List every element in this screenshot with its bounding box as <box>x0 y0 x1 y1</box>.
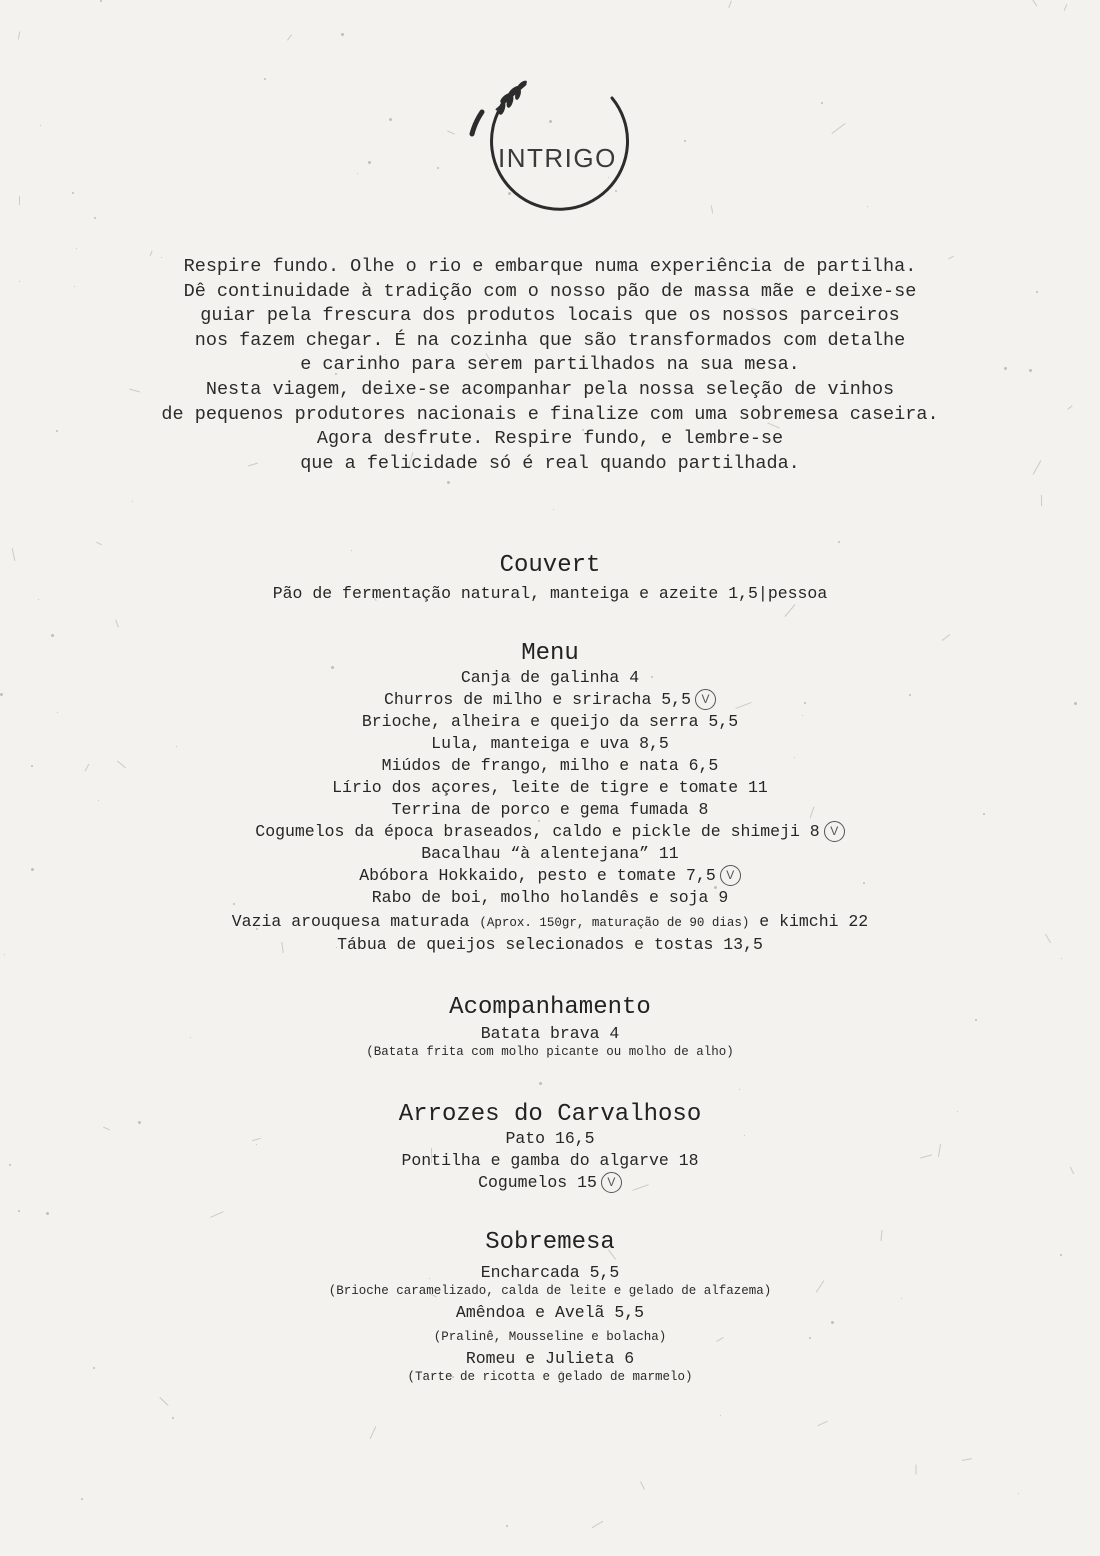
menu-item <box>0 733 1100 755</box>
menu-item-name: Bacalhau “à alentejana” 11 <box>421 844 679 863</box>
paper-speck <box>94 217 96 219</box>
paper-fiber <box>831 123 845 134</box>
wheat-icon <box>496 79 528 115</box>
arroz-item-name: Pato 16,5 <box>505 1129 595 1148</box>
paper-speck <box>100 0 102 2</box>
paper-fiber <box>1032 0 1038 7</box>
arrozes-heading: Arrozes do Carvalhoso <box>398 1101 702 1128</box>
vegan-icon: V <box>720 865 741 886</box>
menu-item <box>0 799 1100 821</box>
sobremesa-item: Amêndoa e Avelã 5,5 <box>455 1303 645 1322</box>
paper-fiber <box>159 1397 168 1406</box>
menu-item <box>0 711 1100 733</box>
paper-speck <box>56 430 58 432</box>
intro-line: Nesta viagem, deixe-se acompanhar pela nossa seleção de vinhos <box>205 378 895 400</box>
intro-line: e carinho para serem partilhados na sua mesa. <box>300 354 800 376</box>
paper-fiber <box>640 1481 645 1489</box>
paper-speck <box>506 1525 508 1527</box>
menu-item <box>0 777 1100 799</box>
paper-fiber <box>784 604 795 617</box>
paper-speck <box>76 248 77 249</box>
paper-speck <box>18 1210 20 1212</box>
arrozes-item-list <box>0 1128 1100 1194</box>
paper-speck <box>351 550 352 551</box>
menu-item-name: Abóbora Hokkaido, pesto e tomate 7,5 <box>359 866 716 885</box>
paper-fiber <box>962 1458 972 1461</box>
arroz-item <box>0 1128 1100 1150</box>
vegan-icon: V <box>824 821 845 842</box>
sobremesa-note: (Tarte de ricotta e gelado de marmelo) <box>407 1370 693 1384</box>
menu-item-name: Brioche, alheira e queijo da serra 5,5 <box>361 712 739 731</box>
menu-item <box>0 689 1100 711</box>
sobremesa-item-list <box>0 1262 1100 1384</box>
arroz-item-name: Cogumelos 15 <box>478 1173 597 1192</box>
menu-item-tabua: Tábua de queijos selecionados e tostas 13,5 <box>337 935 763 954</box>
couvert-heading: Couvert <box>499 552 601 579</box>
paper-speck <box>74 286 75 287</box>
menu-heading: Menu <box>521 640 579 667</box>
menu-item <box>0 887 1100 909</box>
logo-text: INTRIGO <box>498 143 617 173</box>
acompanhamento-item: Batata brava 4 <box>480 1024 620 1043</box>
menu-item-name: Terrina de porco e gema fumada 8 <box>391 800 709 819</box>
paper-speck <box>1036 291 1038 293</box>
intro-line: nos fazem chegar. É na cozinha que são transformados com detalhe <box>194 329 906 351</box>
menu-item-name: Canja de galinha 4 <box>460 668 640 687</box>
paper-speck <box>357 173 358 174</box>
paper-fiber <box>728 1 732 9</box>
menu-item <box>0 821 1100 843</box>
paper-fiber <box>96 542 102 545</box>
paper-fiber <box>115 620 119 628</box>
paper-fiber <box>711 205 713 213</box>
paper-speck <box>684 140 686 142</box>
paper-speck <box>821 102 823 104</box>
paper-speck <box>341 33 344 36</box>
paper-speck <box>437 167 439 169</box>
paper-speck <box>720 1415 721 1416</box>
paper-fiber <box>1041 495 1042 506</box>
couvert-item: Pão de fermentação natural, manteiga e azeite 1,5|pessoa <box>272 584 828 603</box>
intro-line: Agora desfrute. Respire fundo, e lembre-se <box>316 428 784 450</box>
arroz-item-name: Pontilha e gamba do algarve 18 <box>401 1151 699 1170</box>
sobremesa-item: Encharcada 5,5 <box>480 1263 620 1282</box>
paper-speck <box>447 481 450 484</box>
paper-speck <box>19 281 20 282</box>
intro-paragraph <box>100 255 1000 476</box>
sobremesa-note: (Brioche caramelizado, calda de leite e gelado de alfazema) <box>328 1284 772 1298</box>
paper-fiber <box>370 1426 377 1439</box>
paper-fiber <box>447 130 455 134</box>
vazia-note: (Aprox. 150gr, maturação de 90 dias) <box>479 916 750 930</box>
couvert-section <box>0 552 1100 605</box>
sobremesa-section <box>0 1229 1100 1384</box>
menu-item-name: Churros de milho e sriracha 5,5 <box>384 690 691 709</box>
arroz-item <box>0 1172 1100 1194</box>
vazia-name: Vazia arouquesa maturada <box>231 912 470 931</box>
arrozes-section <box>0 1101 1100 1194</box>
acompanhamento-heading: Acompanhamento <box>449 994 651 1021</box>
intro-line: Respire fundo. Olhe o rio e embarque numa experiência de partilha. <box>183 256 917 277</box>
paper-speck <box>72 192 74 194</box>
menu-item-name: Miúdos de frango, milho e nata 6,5 <box>381 756 719 775</box>
menu-item <box>0 755 1100 777</box>
paper-speck <box>46 1212 49 1215</box>
paper-speck <box>1029 369 1032 372</box>
paper-fiber <box>210 1211 223 1218</box>
menu-item-name: Cogumelos da época braseados, caldo e pickle de shimeji 8 <box>255 822 820 841</box>
intro-line: Dê continuidade à tradição com o nosso pão de massa mãe e deixe-se <box>183 280 917 302</box>
vazia-suffix: e kimchi 22 <box>759 912 869 931</box>
vegan-icon: V <box>601 1172 622 1193</box>
paper-speck <box>1061 958 1062 959</box>
paper-fiber <box>1067 405 1072 410</box>
paper-fiber <box>916 1465 917 1475</box>
vegan-icon: V <box>695 689 716 710</box>
intro-line: de pequenos produtores nacionais e finalize com uma sobremesa caseira. <box>161 403 939 425</box>
paper-fiber <box>18 31 21 39</box>
paper-speck <box>539 1082 542 1085</box>
acompanhamento-section <box>0 994 1100 1059</box>
menu-item <box>0 667 1100 689</box>
paper-speck <box>132 501 133 502</box>
paper-speck <box>389 118 392 121</box>
paper-fiber <box>1033 460 1042 474</box>
menu-item <box>0 865 1100 887</box>
paper-speck <box>81 1498 83 1500</box>
paper-fiber <box>287 34 292 40</box>
paper-speck <box>51 634 54 637</box>
paper-speck <box>739 1089 740 1090</box>
paper-fiber <box>19 196 20 205</box>
sobremesa-heading: Sobremesa <box>485 1229 615 1256</box>
paper-speck <box>838 541 840 543</box>
paper-speck <box>368 161 371 164</box>
paper-speck <box>1004 367 1007 370</box>
arroz-item <box>0 1150 1100 1172</box>
menu-item-vazia <box>0 911 1100 934</box>
menu-item-name: Lírio dos açores, leite de tigre e tomate 11 <box>332 778 768 797</box>
menu-item-name: Rabo de boi, molho holandês e soja 9 <box>371 888 729 907</box>
paper-fiber <box>1064 4 1068 11</box>
paper-fiber <box>592 1521 604 1529</box>
menu-item-list <box>0 667 1100 909</box>
intro-line: guiar pela frescura dos produtos locais que os nossos parceiros <box>200 305 900 327</box>
menu-item <box>0 843 1100 865</box>
menu-section <box>0 640 1100 956</box>
paper-speck <box>172 1417 174 1419</box>
sobremesa-item: Romeu e Julieta 6 <box>465 1349 635 1368</box>
paper-speck <box>40 125 41 126</box>
menu-item-name: Lula, manteiga e uva 8,5 <box>431 734 669 753</box>
paper-speck <box>264 78 266 80</box>
acompanhamento-note: (Batata frita com molho picante ou molho de alho) <box>366 1045 734 1059</box>
sobremesa-note: (Pralinê, Mousseline e bolacha) <box>433 1330 667 1344</box>
intro-line: que a felicidade só é real quando partilhada. <box>300 452 800 474</box>
paper-speck <box>867 206 868 207</box>
paper-fiber <box>817 1421 827 1427</box>
paper-speck <box>553 509 554 510</box>
paper-speck <box>1018 1493 1019 1494</box>
